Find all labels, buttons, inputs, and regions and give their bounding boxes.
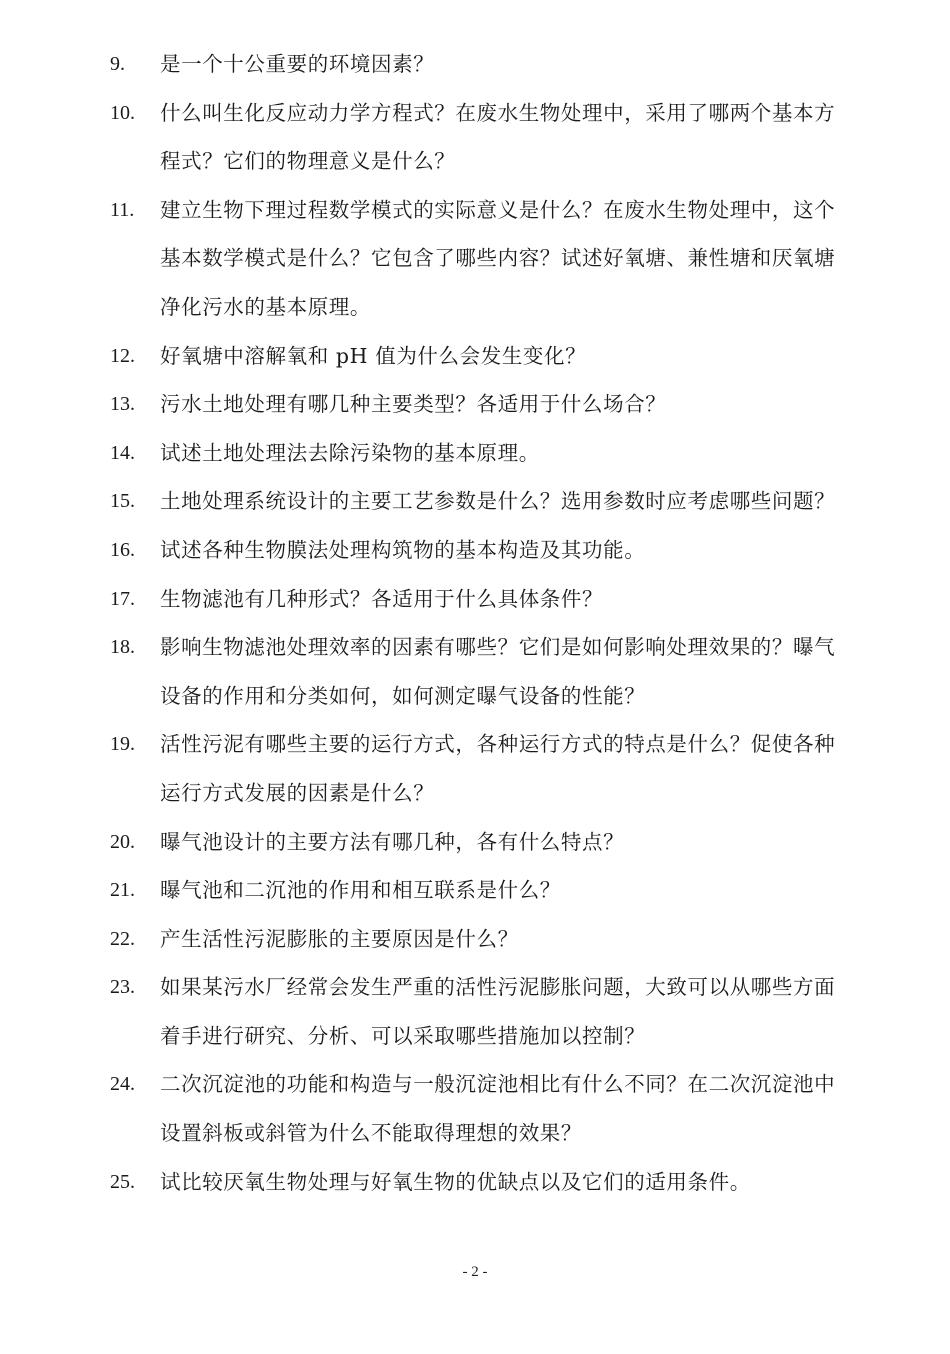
question-item bbox=[0, 720, 850, 817]
question-text: 如果某污水厂经常会发生严重的活性污泥膨胀问题，大致可以从哪些方面着手进行研究、分析、可以采取哪些措施加以控制？ bbox=[160, 975, 836, 1048]
question-item bbox=[0, 332, 850, 381]
question-number: 13. bbox=[110, 393, 135, 416]
question-item bbox=[0, 575, 850, 624]
question-number: 14. bbox=[110, 441, 135, 464]
question-item bbox=[0, 429, 850, 478]
question-item bbox=[0, 1158, 850, 1207]
question-list bbox=[0, 40, 950, 1206]
question-text: 污水土地处理有哪几种主要类型？各适用于什么场合？ bbox=[160, 392, 667, 417]
question-item bbox=[0, 89, 850, 186]
question-number: 16. bbox=[110, 538, 135, 561]
question-number: 19. bbox=[110, 733, 135, 756]
question-text: 生物滤池有几种形式？各适用于什么具体条件？ bbox=[160, 586, 604, 611]
question-number: 20. bbox=[110, 830, 135, 853]
question-text: 什么叫生化反应动力学方程式？在废水生物处理中，采用了哪两个基本方程式？它们的物理意义是什么？ bbox=[160, 100, 836, 174]
question-number: 10. bbox=[110, 101, 135, 124]
question-item bbox=[0, 623, 850, 720]
question-text: 试述各种生物膜法处理构筑物的基本构造及其功能。 bbox=[160, 537, 646, 562]
question-item bbox=[0, 526, 850, 575]
question-number: 15. bbox=[110, 490, 135, 513]
question-item bbox=[0, 477, 850, 526]
question-number: 11. bbox=[110, 198, 135, 221]
question-number: 25. bbox=[110, 1170, 135, 1193]
question-text: 好氧塘中溶解氧和 pH 值为什么会发生变化？ bbox=[160, 343, 587, 368]
question-text: 试述土地处理法去除污染物的基本原理。 bbox=[160, 440, 540, 465]
question-number: 22. bbox=[110, 927, 135, 950]
question-text: 产生活性污泥膨胀的主要原因是什么？ bbox=[160, 926, 519, 951]
question-text: 曝气池设计的主要方法有哪几种，各有什么特点？ bbox=[160, 829, 625, 854]
question-text: 曝气池和二沉池的作用和相互联系是什么？ bbox=[160, 878, 561, 903]
question-item bbox=[0, 380, 850, 429]
question-item bbox=[0, 818, 850, 867]
question-text: 是一个十公重要的环境因素？ bbox=[160, 52, 435, 76]
question-item bbox=[0, 40, 850, 89]
question-item bbox=[0, 915, 850, 964]
question-text: 建立生物下理过程数学模式的实际意义是什么？在废水生物处理中，这个基本数学模式是什么？它包含了哪些内容？试述好氧塘、兼性塘和厌氧塘净化污水的基本原理。 bbox=[160, 197, 836, 319]
question-number: 23. bbox=[110, 976, 135, 999]
question-number: 12. bbox=[110, 344, 135, 367]
question-number: 18. bbox=[110, 636, 135, 659]
question-item bbox=[0, 1060, 850, 1157]
question-text: 试比较厌氧生物处理与好氧生物的优缺点以及它们的适用条件。 bbox=[160, 1169, 751, 1194]
question-text: 土地处理系统设计的主要工艺参数是什么？选用参数时应考虑哪些问题？ bbox=[160, 489, 836, 514]
question-number: 17. bbox=[110, 587, 135, 610]
question-item bbox=[0, 963, 850, 1060]
question-item bbox=[0, 186, 850, 332]
question-item bbox=[0, 866, 850, 915]
question-number: 21. bbox=[110, 879, 135, 902]
question-number: 9. bbox=[110, 53, 125, 75]
question-number: 24. bbox=[110, 1073, 135, 1096]
question-text: 二次沉淀池的功能和构造与一般沉淀池相比有什么不同？在二次沉淀池中设置斜板或斜管为什么不能取得理想的效果？ bbox=[160, 1072, 836, 1146]
page-number: - 2 - bbox=[462, 1264, 488, 1280]
question-text: 活性污泥有哪些主要的运行方式，各种运行方式的特点是什么？促使各种运行方式发展的因素是什么？ bbox=[160, 732, 836, 805]
question-text: 影响生物滤池处理效率的因素有哪些？它们是如何影响处理效果的？曝气设备的作用和分类如何，如何测定曝气设备的性能？ bbox=[160, 635, 836, 708]
